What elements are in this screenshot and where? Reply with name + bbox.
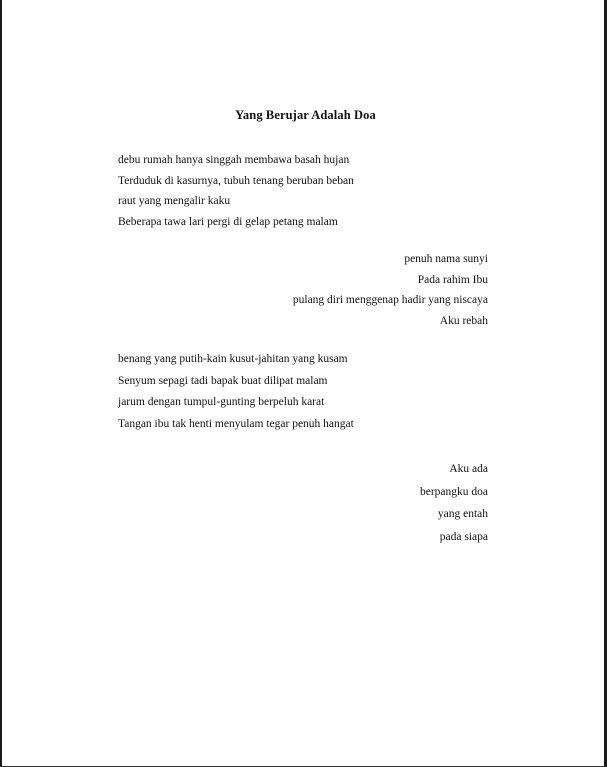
poem-line: Terduduk di kasurnya, tubuh tenang beruban beban — [118, 174, 354, 187]
poem-line: pulang diri menggenap hadir yang niscaya — [292, 294, 488, 306]
stanza-3 — [118, 349, 354, 435]
poem-line: penuh nama sunyi — [404, 253, 488, 265]
poem-line: raut yang mengalir kaku — [118, 195, 231, 207]
poem-line: jarum dengan tumpul-gunting berpeluh karat — [118, 396, 325, 408]
poem-line: pada siapa — [439, 530, 488, 543]
stanza-4 — [420, 458, 488, 548]
stanza-2 — [293, 249, 488, 331]
poem-line: Aku ada — [449, 463, 488, 475]
poem-line: Pada rahim Ibu — [417, 273, 488, 286]
poem-title: Yang Berujar Adalah Doa — [235, 108, 376, 122]
poem-line: Tangan ibu tak henti menyulam tegar penuh hangat — [118, 417, 354, 430]
poem-line: Senyum sepagi tadi bapak buat dilipat malam — [118, 374, 328, 387]
poem-line: debu rumah hanya singgah membawa basah hujan — [118, 154, 350, 166]
poem-line: berpangku doa — [419, 485, 488, 498]
poem-line: yang entah — [437, 508, 488, 520]
poem-line: Aku rebah — [439, 314, 488, 327]
poem-line: benang yang putih-kain kusut-jahitan yang kusam — [118, 353, 348, 365]
stanza-1 — [118, 150, 354, 232]
poem-line: Beberapa tawa lari pergi di gelap petang malam — [118, 215, 338, 228]
